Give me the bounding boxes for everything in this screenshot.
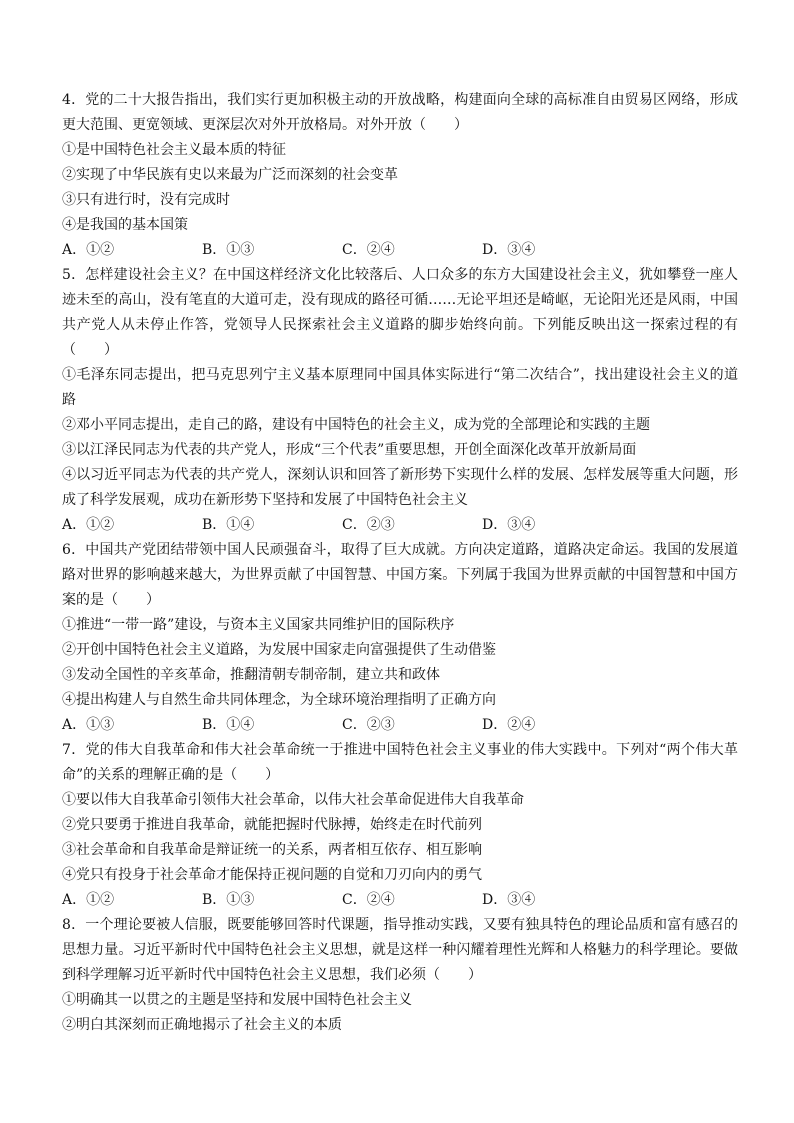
question-stem-line: 迹未至的高山，没有笔直的大道可走，没有现成的路径可循……无论平坦还是崎岖，无论阳光还是风雨，中国 (62, 292, 738, 308)
choice-b: B．①③ (202, 892, 255, 908)
choice-a: A．①③ (62, 717, 115, 733)
choice-c: C．②④ (342, 892, 395, 908)
option-item: ③社会革命和自我革命是辩证统一的关系，两者相互依存、相互影响 (62, 842, 482, 858)
question-stem-line: 4．党的二十大报告指出，我们实行更加积极主动的开放战略，构建面向全球的高标准自由贸易区网络，形成 (62, 92, 738, 108)
question-stem-line: 更大范围、更宽领域、更深层次对外开放格局。对外开放（ ） (62, 117, 468, 133)
choice-b: B．①④ (202, 717, 255, 733)
answer-choices (62, 238, 738, 263)
choice-d: D．③④ (482, 517, 536, 533)
choice-a: A．①② (62, 242, 115, 258)
answer-choices (62, 713, 738, 738)
choice-d: D．②④ (482, 717, 536, 733)
option-item: ②党只要勇于推进自我革命，就能把握时代脉搏，始终走在时代前列 (62, 817, 482, 833)
question-stem-line: 案的是（ ） (62, 592, 160, 608)
question-7 (62, 738, 738, 913)
option-item: ①是中国特色社会主义最本质的特征 (62, 142, 286, 158)
choice-b: B．①③ (202, 242, 255, 258)
option-item: ③只有进行时，没有完成时 (62, 192, 230, 208)
option-item: ④是我国的基本国策 (62, 217, 188, 233)
option-item: ①要以伟大自我革命引领伟大社会革命，以伟大社会革命促进伟大自我革命 (62, 792, 524, 808)
choice-d: D．③④ (482, 892, 536, 908)
option-item: ②明白其深刻而正确地揭示了社会主义的本质 (62, 1017, 342, 1033)
answer-choices (62, 888, 738, 913)
choice-d: D．③④ (482, 242, 536, 258)
question-stem-line: 5．怎样建设社会主义？在中国这样经济文化比较落后、人口众多的东方大国建设社会主义，犹如攀登一座人 (62, 267, 738, 283)
question-stem-line: （ ） (62, 342, 118, 358)
question-stem-line: 思想力量。习近平新时代中国特色社会主义思想，就是这样一种闪耀着理性光辉和人格魅力的科学理论。要做 (62, 942, 738, 958)
option-item: ①毛泽东同志提出，把马克思列宁主义基本原理同中国具体实际进行“第二次结合”，找出建设社会主义的道 (62, 367, 738, 383)
question-4 (62, 88, 738, 263)
option-item: 路 (62, 392, 76, 408)
answer-choices (62, 513, 738, 538)
question-stem-line: 命”的关系的理解正确的是（ ） (62, 767, 280, 783)
choice-b: B．①④ (202, 517, 255, 533)
choice-c: C．②③ (342, 517, 395, 533)
option-item: ②邓小平同志提出，走自己的路，建设有中国特色的社会主义，成为党的全部理论和实践的主题 (62, 417, 650, 433)
option-item: ③以江泽民同志为代表的共产党人，形成“三个代表”重要思想，开创全面深化改革开放新局面 (62, 442, 637, 458)
choice-c: C．②③ (342, 717, 395, 733)
question-stem-line: 路对世界的影响越来越大，为世界贡献了中国智慧、中国方案。下列属于我国为世界贡献的中国智慧和中国方 (62, 567, 738, 583)
question-stem-line: 7．党的伟大自我革命和伟大社会革命统一于推进中国特色社会主义事业的伟大实践中。下列对“两个伟大革 (62, 742, 738, 758)
option-item: ①明确其一以贯之的主题是坚持和发展中国特色社会主义 (62, 992, 412, 1008)
option-item: ③发动全国性的辛亥革命，推翻清朝专制帝制，建立共和政体 (62, 667, 440, 683)
question-stem-line: 6．中国共产党团结带领中国人民顽强奋斗，取得了巨大成就。方向决定道路，道路决定命运。我国的发展道 (62, 542, 738, 558)
option-item: ④以习近平同志为代表的共产党人，深刻认识和回答了新形势下实现什么样的发展、怎样发展等重大问题，形 (62, 467, 738, 483)
option-item: 成了科学发展观，成功在新形势下坚持和发展了中国特色社会主义 (62, 492, 468, 508)
question-5 (62, 263, 738, 538)
option-item: ②开创中国特色社会主义道路，为发展中国家走向富强提供了生动借鉴 (62, 642, 496, 658)
question-stem-line: 共产党人从未停止作答，党领导人民探索社会主义道路的脚步始终向前。下列能反映出这一探索过程的有 (62, 317, 738, 333)
choice-a: A．①② (62, 517, 115, 533)
question-6 (62, 538, 738, 738)
choice-a: A．①② (62, 892, 115, 908)
question-stem-line: 8．一个理论要被人信服，既要能够回答时代课题，指导推动实践，又要有独具特色的理论品质和富有感召的 (62, 917, 738, 933)
choice-c: C．②④ (342, 242, 395, 258)
question-stem-line: 到科学理解习近平新时代中国特色社会主义思想，我们必须（ ） (62, 967, 482, 983)
option-item: ①推进“一带一路”建设，与资本主义国家共同维护旧的国际秩序 (62, 617, 455, 633)
option-item: ④提出构建人与自然生命共同体理念，为全球环境治理指明了正确方向 (62, 692, 496, 708)
question-8 (62, 913, 738, 1038)
option-item: ②实现了中华民族有史以来最为广泛而深刻的社会变革 (62, 167, 398, 183)
option-item: ④党只有投身于社会革命才能保持正视问题的自觉和刀刃向内的勇气 (62, 867, 482, 883)
